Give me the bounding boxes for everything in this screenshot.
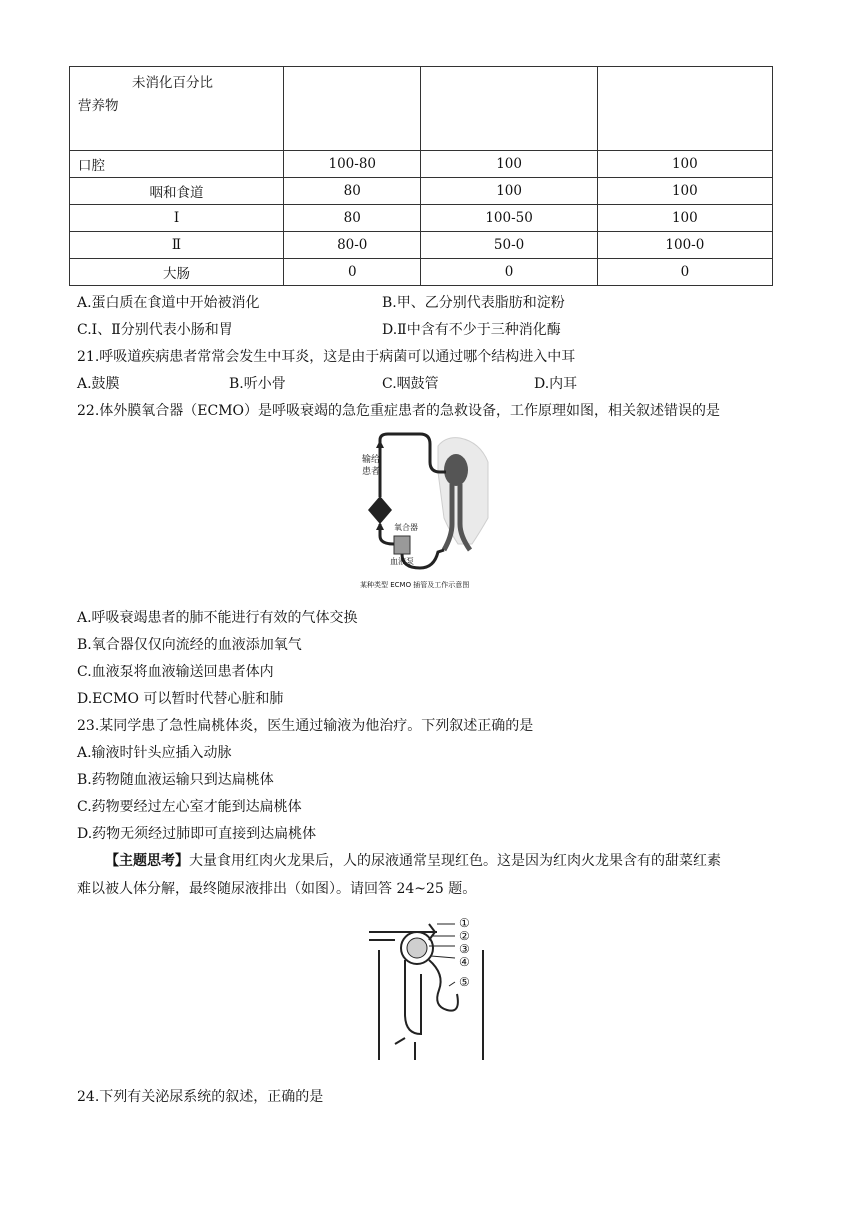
q22-stem: 22.体外膜氧合器（ECMO）是呼吸衰竭的急危重症患者的急救设备，工作原理如图，相关叙述错误的是 — [77, 403, 721, 419]
nephron-label-3: ③ — [459, 942, 470, 956]
q23-option-d: D.药物无须经过肺即可直接到达扁桃体 — [77, 826, 317, 842]
q21-stem: 21.呼吸道疾病患者常常会发生中耳炎，这是由于病菌可以通过哪个结构进入中耳 — [77, 349, 576, 365]
table-row — [70, 232, 773, 259]
ecmo-figure — [360, 432, 505, 594]
q22-option-b: B.氧合器仅仅向流经的血液添加氧气 — [77, 637, 302, 653]
q20-option-a: A.蛋白质在食道中开始被消化 — [77, 295, 260, 311]
q23-option-c: C.药物要经过左心室才能到达扁桃体 — [77, 799, 302, 815]
table-row — [70, 259, 773, 286]
nephron-figure — [365, 914, 495, 1062]
nephron-label-2: ② — [459, 929, 470, 943]
header-col-3 — [597, 67, 772, 151]
ecmo-label-pump: 血液泵 — [390, 557, 414, 566]
q23-option-b: B.药物随血液运输只到达扁桃体 — [77, 772, 274, 788]
theme-line-1 — [105, 850, 721, 870]
header-bottom-label: 营养物 — [78, 98, 119, 114]
nephron-label-4: ④ — [459, 955, 470, 969]
cell-value: 100 — [597, 178, 772, 205]
table-header-row — [70, 67, 773, 151]
cell-value: 100 — [597, 151, 772, 178]
cell-value: 80-0 — [284, 232, 421, 259]
table-row — [70, 178, 773, 205]
q21-option-a: A.鼓膜 — [77, 376, 120, 392]
cell-value: 100-0 — [597, 232, 772, 259]
q22-option-c: C.血液泵将血液输送回患者体内 — [77, 664, 274, 680]
cell-value: 80 — [284, 205, 421, 232]
table-row — [70, 151, 773, 178]
cell-value: 100 — [597, 205, 772, 232]
row-name: 咽和食道 — [70, 178, 284, 205]
cell-value: 80 — [284, 178, 421, 205]
table-row — [70, 205, 773, 232]
theme-tag: 【主题思考】 — [105, 853, 189, 869]
nephron-diagram — [365, 914, 495, 1062]
theme-text-1: 大量食用红肉火龙果后，人的尿液通常呈现红色。这是因为红肉火龙果含有的甜菜红素 — [189, 853, 721, 869]
q22-option-a: A.呼吸衰竭患者的肺不能进行有效的气体交换 — [77, 610, 358, 626]
q21-option-c: C.咽鼓管 — [382, 376, 439, 392]
cell-value: 100-50 — [421, 205, 597, 232]
cell-value: 0 — [597, 259, 772, 286]
row-name: 大肠 — [70, 259, 284, 286]
theme-line-2: 难以被人体分解，最终随尿液排出（如图）。请回答 24~25 题。 — [77, 881, 477, 897]
cell-value: 100-80 — [284, 151, 421, 178]
table-header-diagonal-cell — [70, 67, 284, 151]
row-name: Ⅰ — [70, 205, 284, 232]
cell-value: 100 — [421, 178, 597, 205]
ecmo-label-oxygenator: 氧合器 — [394, 523, 418, 532]
q24-stem: 24.下列有关泌尿系统的叙述，正确的是 — [77, 1089, 324, 1105]
row-name: 口腔 — [70, 151, 284, 178]
row-name: Ⅱ — [70, 232, 284, 259]
cell-value: 100 — [421, 151, 597, 178]
header-top-label: 未消化百分比 — [132, 75, 213, 91]
header-col-2 — [421, 67, 597, 151]
digestion-table — [69, 66, 773, 286]
q23-stem: 23.某同学患了急性扁桃体炎，医生通过输液为他治疗。下列叙述正确的是 — [77, 718, 534, 734]
q20-option-d: D.Ⅱ中含有不少于三种消化酶 — [382, 322, 561, 338]
ecmo-caption: 某种类型 ECMO 插管及工作示意图 — [360, 581, 470, 589]
nephron-label-1: ① — [459, 916, 470, 930]
cell-value: 0 — [421, 259, 597, 286]
nephron-label-5: ⑤ — [459, 975, 470, 989]
q21-option-b: B.听小骨 — [229, 376, 286, 392]
q21-option-d: D.内耳 — [534, 376, 578, 392]
q22-option-d: D.ECMO 可以暂时代替心脏和肺 — [77, 691, 284, 707]
q20-option-c: C.Ⅰ、Ⅱ分别代表小肠和胃 — [77, 322, 233, 338]
ecmo-label-patient: 输给患者 — [362, 455, 381, 477]
q20-option-b: B.甲、乙分别代表脂肪和淀粉 — [382, 295, 565, 311]
cell-value: 50-0 — [421, 232, 597, 259]
q23-option-a: A.输液时针头应插入动脉 — [77, 745, 232, 761]
header-col-1 — [284, 67, 421, 151]
cell-value: 0 — [284, 259, 421, 286]
